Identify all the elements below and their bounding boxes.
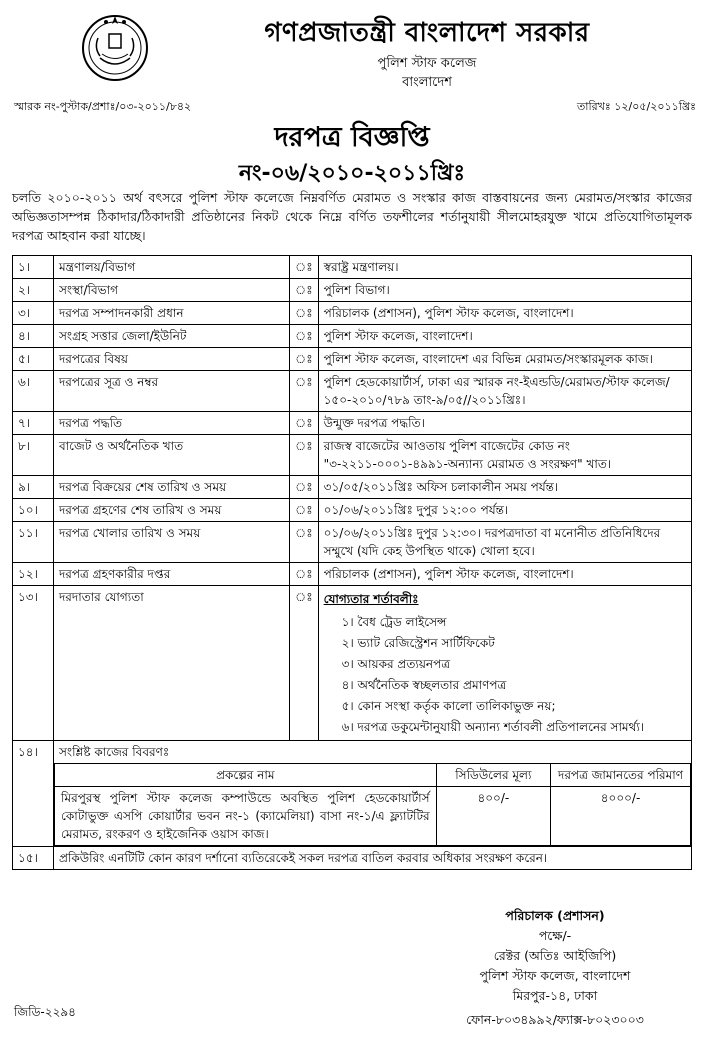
table-row xyxy=(13,499,692,522)
table-row xyxy=(13,412,692,435)
row-value: স্বরাষ্ট্র মন্ত্রণালয়। xyxy=(318,256,691,279)
signatory-college: পুলিশ স্টাফ কলেজ, বাংলাদেশ xyxy=(479,968,631,983)
condition-item: ৬। দরপত্র ডকুমেন্টানুযায়ী অন্যান্য শর্তাবলী প্রতিপালনের সামর্থ্য। xyxy=(341,720,645,734)
condition-item: ১। বৈধ ট্রেড লাইসেন্স xyxy=(341,615,447,629)
row-number: ৭। xyxy=(13,412,54,435)
row-separator: ঃ xyxy=(290,476,319,499)
signatory-rector: রেক্টর (অতিঃ আইজিপি) xyxy=(493,948,617,963)
row-label: সংস্থা/বিভাগ xyxy=(54,279,290,302)
column-header-schedule-price: সিডিউলের মূল্য xyxy=(436,764,550,787)
row-separator: ঃ xyxy=(290,412,319,435)
row-label: দরদাতার যোগ্যতা xyxy=(54,586,290,741)
office-name: পুলিশ স্টাফ কলেজ xyxy=(377,56,477,71)
signatory-address: মিরপুর-১৪, ঢাকা xyxy=(512,988,598,1003)
column-header-security-amount: দরপত্র জামানতের পরিমাণ xyxy=(551,764,691,787)
country-name: বাংলাদেশ xyxy=(402,75,452,90)
row-label: দরপত্র খোলার তারিখ ও সময় xyxy=(54,522,290,563)
row-number: ১২। xyxy=(13,563,54,586)
row-number: ৪। xyxy=(13,325,54,348)
row-value: ০১/০৬/২০১১খ্রিঃ দুপুর ১২:৩০। দরপত্রদাতা বা মনোনীত প্রতিনিধিদের সম্মুখে (যদি কেহ উপস্থিত থাকে) খোলা হবে। xyxy=(318,522,691,563)
table-row xyxy=(13,348,692,371)
row-value: পরিচালক (প্রশাসন), পুলিশ স্টাফ কলেজ, বাংলাদেশ। xyxy=(318,302,691,325)
row-number: ৬। xyxy=(13,371,54,412)
row-label: মন্ত্রণালয়/বিভাগ xyxy=(54,256,290,279)
row-number: ১৩। xyxy=(13,586,54,741)
signatory-on-behalf: পক্ষে/- xyxy=(538,928,572,943)
row-label: দরপত্র গ্রহণকারীর দপ্তর xyxy=(54,563,290,586)
table-row xyxy=(13,435,692,476)
notice-title: দরপত্র বিজ্ঞপ্তি xyxy=(274,122,430,153)
row-separator: ঃ xyxy=(290,586,319,741)
row-separator: ঃ xyxy=(290,522,319,563)
table-row xyxy=(13,522,692,563)
row-label: দরপত্রের সূত্র ও নম্বর xyxy=(54,371,290,412)
row-label: দরপত্র বিক্রয়ের শেষ তারিখ ও সময় xyxy=(54,476,290,499)
row-value: প্রকিউরিং এনটিটি কোন কারণ দর্শানো ব্যতিরেকেই সকল দরপত্র বাতিল করবার অধিকার সংরক্ষণ করেন। xyxy=(54,847,692,870)
tender-number: নং-০৬/২০১০-২০১১খ্রিঃ xyxy=(238,161,466,186)
row-value: পুলিশ স্টাফ কলেজ, বাংলাদেশ এর বিভিন্ন মেরামত/সংস্কারমূলক কাজ। xyxy=(318,348,691,371)
row-separator: ঃ xyxy=(290,499,319,522)
row-label: দরপত্র সম্পাদনকারী প্রধান xyxy=(54,302,290,325)
row-value: ৩১/০৫/২০১১খ্রিঃ অফিস চলাকালীন সময় পর্যন্ত। xyxy=(318,476,691,499)
row-label: বাজেট ও অর্থনৈতিক খাত xyxy=(54,435,290,476)
table-row xyxy=(13,563,692,586)
row-number: ১৫। xyxy=(13,847,54,870)
row-separator: ঃ xyxy=(290,256,319,279)
row-separator: ঃ xyxy=(290,563,319,586)
work-description-label: সংশ্লিষ্ট কাজের বিবরণঃ xyxy=(59,745,170,759)
row-number: ৮। xyxy=(13,435,54,476)
schedule-price: ৪০০/- xyxy=(436,787,550,846)
memo-number: স্মারক নং-পুস্টাক/প্রশাঃ/০৩-২০১১/৮৪২ xyxy=(14,100,192,113)
security-amount: ৪০০০/- xyxy=(551,787,691,846)
row-value: রাজস্ব বাজেটের আওতায় পুলিশ বাজেটের কোড নং "৩-২২১১-০০০১-৪৯৯১-অন্যান্য মেরামত ও সংরক্ষণ" খাত। xyxy=(318,435,691,476)
row-number: ৩। xyxy=(13,302,54,325)
row-label: দরপত্র গ্রহণের শেষ তারিখ ও সময় xyxy=(54,499,290,522)
intro-paragraph: চলতি ২০১০-২০১১ অর্থ বৎসরে পুলিশ স্টাফ কলেজে নিম্নবর্ণিত মেরামত ও সংস্কার কাজ বাস্তবায়নের জন্য মেরামত/সংস্কার কাজের অভিজ্ঞতাসম্পন্ন ঠিকাদার/ঠিকাদারী প্রতিষ্ঠানের নিকট থেকে নিম্নে বর্ণিত তফশীলের শর্তানুযায়ী সীলমোহরযুক্ত খামে প্রতিযোগিতামূলক দরপত্র আহবান করা যাচ্ছে। xyxy=(12,190,692,243)
row-label: দরপত্রের বিষয় xyxy=(54,348,290,371)
row-separator: ঃ xyxy=(290,371,319,412)
table-row xyxy=(13,371,692,412)
row-separator: ঃ xyxy=(290,348,319,371)
row-value: পুলিশ হেডকোয়ার্টার্স, ঢাকা এর স্মারক নং-ইএন্ডডি/মেরামত/স্টাফ কলেজ/১৫০-২০১০/৭৮৯ তাং-৯/০৫//২০১১খ্রিঃ। xyxy=(318,371,691,412)
row-number: ৫। xyxy=(13,348,54,371)
condition-item: ২। ভ্যাট রেজিস্ট্রেশন সার্টিফিকেট xyxy=(341,636,495,650)
gd-number: জিডি-২২৯৪ xyxy=(14,1005,76,1019)
row-separator: ঃ xyxy=(290,325,319,348)
row-number: ১১। xyxy=(13,522,54,563)
row-number: ১। xyxy=(13,256,54,279)
work-table xyxy=(54,763,691,846)
notice-date: তারিখঃ ১২/০৫/২০১১খ্রিঃ xyxy=(577,100,696,113)
table-row xyxy=(13,325,692,348)
conditions-title: যোগ্যতার শর্তাবলীঃ xyxy=(323,592,419,606)
table-row xyxy=(13,279,692,302)
table-row-qualifications xyxy=(13,586,692,741)
column-header-project: প্রকল্পের নাম xyxy=(55,764,437,787)
tender-details-table xyxy=(12,255,692,870)
row-number: ১০। xyxy=(13,499,54,522)
table-row xyxy=(13,847,692,870)
row-separator: ঃ xyxy=(290,302,319,325)
row-separator: ঃ xyxy=(290,279,319,302)
row-value: পুলিশ স্টাফ কলেজ, বাংলাদেশ। xyxy=(318,325,691,348)
government-title: গণপ্রজাতন্ত্রী বাংলাদেশ সরকার xyxy=(264,18,590,48)
row-number: ২। xyxy=(13,279,54,302)
row-value: ০১/০৬/২০১১খ্রিঃ দুপুর ১২:০০ পর্যন্ত। xyxy=(318,499,691,522)
qualification-conditions xyxy=(318,586,691,741)
signatory-phone-fax: ফোন-৮০৩৪৯৯২/ফ্যাক্স-৮০২৩০০৩ xyxy=(466,1012,644,1027)
table-row xyxy=(13,302,692,325)
row-separator: ঃ xyxy=(290,435,319,476)
government-seal-icon xyxy=(80,8,150,86)
row-number: ৯। xyxy=(13,476,54,499)
table-row-work-description xyxy=(13,741,692,847)
work-description-cell xyxy=(54,741,692,847)
project-name: মিরপুরস্থ পুলিশ স্টাফ কলেজ কম্পাউন্ডে অবস্থিত পুলিশ হেডকোয়ার্টার্স কোটাভুক্ত এসপি কোয়ার্টার ভবন নং-১ (ক্যামেলিয়া) বাসা নং-১/এ ফ্ল্যাটটির মেরামত, রংকরণ ও হাইজেনিক ওয়াস কাজ। xyxy=(55,787,437,846)
row-label: দরপত্র পদ্ধতি xyxy=(54,412,290,435)
row-value: উন্মুক্ত দরপত্র পদ্ধতি। xyxy=(318,412,691,435)
row-number: ১৪। xyxy=(13,741,54,847)
row-value: পুলিশ বিভাগ। xyxy=(318,279,691,302)
row-label: সংগ্রহ সত্তার জেলা/ইউনিট xyxy=(54,325,290,348)
table-row xyxy=(13,476,692,499)
condition-item: ৫। কোন সংস্থা কর্তৃক কালো তালিকাভুক্ত নয়; xyxy=(341,699,556,713)
signatory-title: পরিচালক (প্রশাসন) xyxy=(505,908,605,923)
row-value: পরিচালক (প্রশাসন), পুলিশ স্টাফ কলেজ, বাংলাদেশ। xyxy=(318,563,691,586)
condition-item: ৩। আয়কর প্রত্যয়নপত্র xyxy=(341,657,451,671)
condition-item: ৪। অর্থনৈতিক স্বচ্ছলতার প্রমাণপত্র xyxy=(341,678,507,692)
table-row xyxy=(13,256,692,279)
